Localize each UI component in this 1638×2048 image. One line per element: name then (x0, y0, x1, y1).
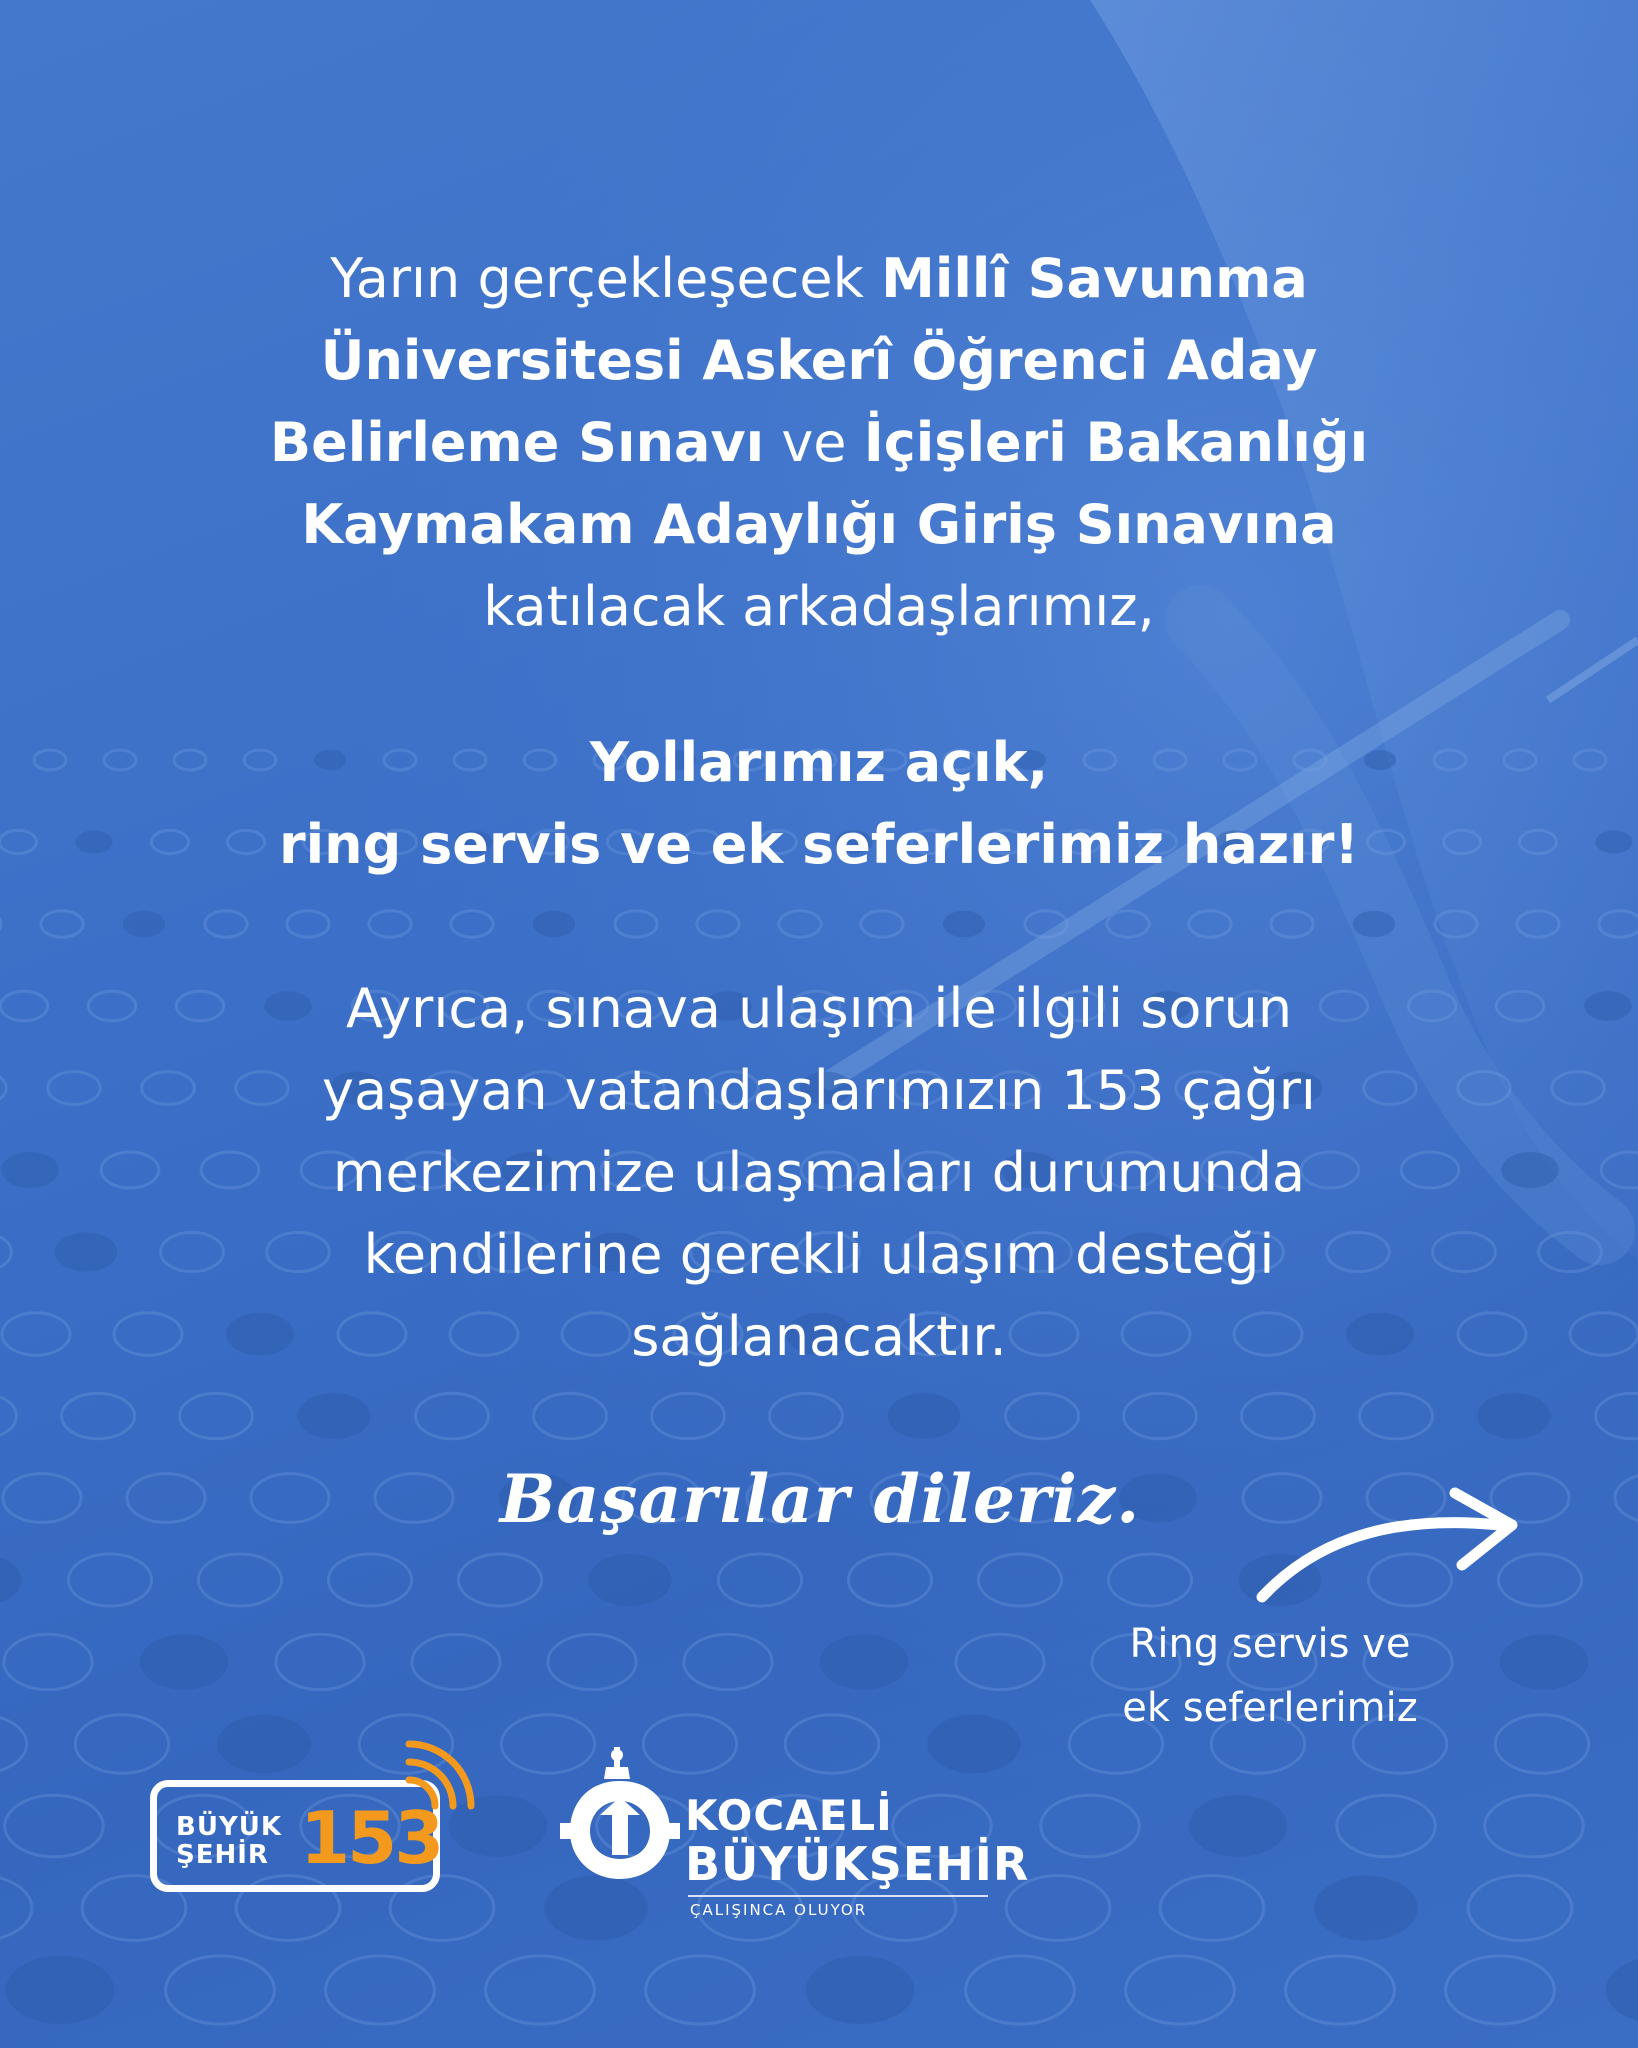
arrow-right-icon (1250, 1485, 1530, 1615)
hotline-logo-number: 153 (300, 1796, 442, 1880)
intro-line-3: Belirleme Sınavı ve İçişleri Bakanlığı (269, 411, 1369, 474)
kocaeli-municipality-logo (560, 1745, 1120, 1919)
hotline-logo-word-2: ŞEHİR (176, 1840, 269, 1870)
info-line-1: Ayrıca, sınava ulaşım ile ilgili sorun (345, 977, 1293, 1040)
hotline-logo-word-1: BÜYÜK (176, 1812, 283, 1842)
municipality-emblem-icon (560, 1745, 680, 1885)
info-line-3: merkezimize ulaşmaları durumunda (332, 1141, 1306, 1204)
intro-line-2: Üniversitesi Askerî Öğrenci Aday (320, 329, 1318, 392)
info-line-4: kendilerine gerekli ulaşım desteği (363, 1223, 1275, 1286)
side-note-line-2: ek seferlerimiz (1122, 1685, 1418, 1731)
municipality-name-line-1: KOCAELİ (685, 1791, 893, 1840)
announcement-line-2: ring servis ve ek seferlerimiz hazır! (279, 813, 1359, 876)
info-line-2: yaşayan vatandaşlarımızın 153 çağrı (322, 1059, 1316, 1122)
intro-line-1: Yarın gerçekleşecek Millî Savunma (330, 247, 1308, 310)
signal-waves-icon (395, 1740, 485, 1830)
announcement-line-1: Yollarımız açık, (589, 731, 1049, 794)
announcement-heading (170, 722, 1468, 886)
municipality-name-line-2: BÜYÜKŞEHİR (685, 1837, 1030, 1891)
side-note (1080, 1612, 1460, 1740)
side-note-line-1: Ring servis ve (1129, 1621, 1411, 1667)
info-paragraph (170, 968, 1468, 1378)
intro-line-4: Kaymakam Adaylığı Giriş Sınavına (301, 493, 1337, 556)
hotline-153-logo (150, 1740, 490, 1900)
intro-line-5: katılacak arkadaşlarımız, (483, 575, 1155, 638)
wish-text: Başarılar dileriz. (499, 1460, 1141, 1538)
info-line-5: sağlanacaktır. (631, 1305, 1007, 1368)
municipality-slogan: ÇALIŞINCA OLUYOR (690, 1901, 868, 1919)
intro-paragraph (170, 238, 1468, 648)
